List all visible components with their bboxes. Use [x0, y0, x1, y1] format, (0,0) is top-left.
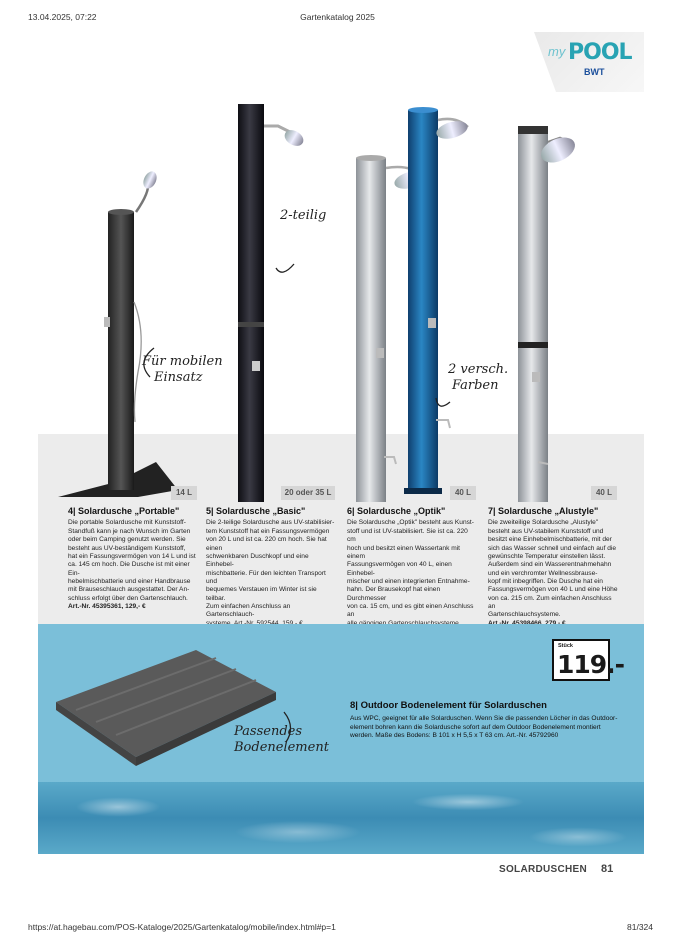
optik-blue-shower-illustration — [404, 107, 470, 494]
product-heading: 5| Solardusche „Basic" — [206, 506, 306, 516]
product-illustrations — [38, 72, 644, 502]
product-text-optik: 6| Solardusche „Optik" Die Solardusche „Optik" besteht aus Kunst- stoff und ist UV-stabilisiert. Sie ist ca. 220 cm hoch und besitzt einen Wassertank mit einem Fassungsvermögen von 40 L, einen Einhebel- mischer und einen integrierten Entnahme- hahn. Der Brausekopf hat einen Durchmesser von ca. 15 cm, und es gibt einen Anschluss an — [347, 506, 477, 645]
page-url[interactable]: https://at.hagebau.com/POS-Kataloge/2025/Gartenkatalog/mobile/index.html#p=1 — [28, 922, 336, 932]
annotation-mobile: Für mobilen Einsatz — [142, 354, 223, 385]
annotation-floor: Passendes Bodenelement — [234, 724, 329, 755]
capacity-badge-alustyle: 40 L — [591, 486, 617, 500]
capacity-badge-portable: 14 L — [171, 486, 197, 500]
price-tag: Stück 119.- — [552, 639, 610, 681]
floor-element-heading: 8| Outdoor Bodenelement für Solarduschen — [350, 700, 547, 711]
document-title: Gartenkatalog 2025 — [300, 12, 375, 22]
catalog-page — [38, 32, 644, 892]
portable-shower-illustration — [58, 169, 178, 497]
section-name: SOLARDUSCHEN — [499, 864, 588, 875]
product-heading: 7| Solardusche „Alustyle" — [488, 506, 599, 516]
floor-element-description: Aus WPC, geeignet für alle Solarduschen. Wenn Sie die passenden Löcher in das Outdoor- element bohren kann die Solardusche sofort auf dem Outdoor Bodenelement montiert werden. Maße des Bodens: B 101 x H 5,5 x T 63 cm. Art.-Nr. 45792960 — [350, 715, 618, 740]
capacity-badge-optik: 40 L — [450, 486, 476, 500]
print-timestamp: 13.04.2025, 07:22 — [28, 12, 97, 22]
annotation-two-part: 2-teilig — [280, 208, 327, 223]
product-text-alustyle: 7| Solardusche „Alustyle" Die zweiteilige Solardusche „Alustyle" besteht aus UV-stabilem Kunststoff und besitzt eine Einhebelmischbatterie, mit der sich das Wasser schnell und einfach auf die gewünschte Temperatur einstellen lässt. Außerdem sind ein Wasserentnahmehahn und ein verchromter Wellnessbrause- kopf mit inbegriffen. Die Dusche hat ein Fassungsvermögen von 40 L und eine Höhe von ca. 215 cm. Zum einfachen Anschluss an Gartenschlauchsysteme. — [488, 506, 618, 619]
product-heading: 6| Solardusche „Optik" — [347, 506, 446, 516]
basic-shower-illustration — [233, 104, 306, 502]
mypool-bwt-logo: my POOL BWT — [548, 40, 632, 77]
product-text-portable: 4| Solardusche „Portable" Die portable Solardusche mit Kunststoff- Standfuß kann je nach Wunsch im Garten oder beim Camping genutzt werden. Sie besteht aus UV-beständigem Kunststoff, hat ein Fassungsvermögen von 14 L und ist ca. 145 cm hoch. Die Dusche ist mit einer Ein- hebelmischbatterie und einer Handbrause mit Brauseschlauch ausgestattet. Der An- schluss erfolgt über den Gartenschlauch. Art.-Nr. 45395361, 129,- € — [68, 506, 198, 611]
arrow-two-part — [276, 264, 294, 272]
arrow-two-colors — [436, 398, 450, 406]
print-page-count: 81/324 — [627, 922, 653, 932]
price-value: 119.- — [557, 650, 625, 679]
annotation-two-colors: 2 versch. Farben — [448, 362, 509, 393]
product-heading: 4| Solardusche „Portable" — [68, 506, 180, 516]
capacity-badge-basic: 20 oder 35 L — [281, 486, 335, 500]
page-number: 81 — [601, 863, 614, 875]
alustyle-shower-illustration — [514, 126, 579, 502]
floor-element-illustration — [46, 642, 296, 802]
product-text-basic: 5| Solardusche „Basic" Die 2-teilige Solardusche aus UV-stabilisier- tem Kunststoff hat ein Fassungsvermögen von 20 L und ist ca. 220 cm hoch. Sie hat einen schwenkbaren Duschkopf und eine Einhebel- mischbatterie. Für den leichten Transport und bequemes Verstauen im Winter ist sie teilbar. Zum einfachen Anschluss an Gartenschlauch- — [206, 506, 335, 619]
